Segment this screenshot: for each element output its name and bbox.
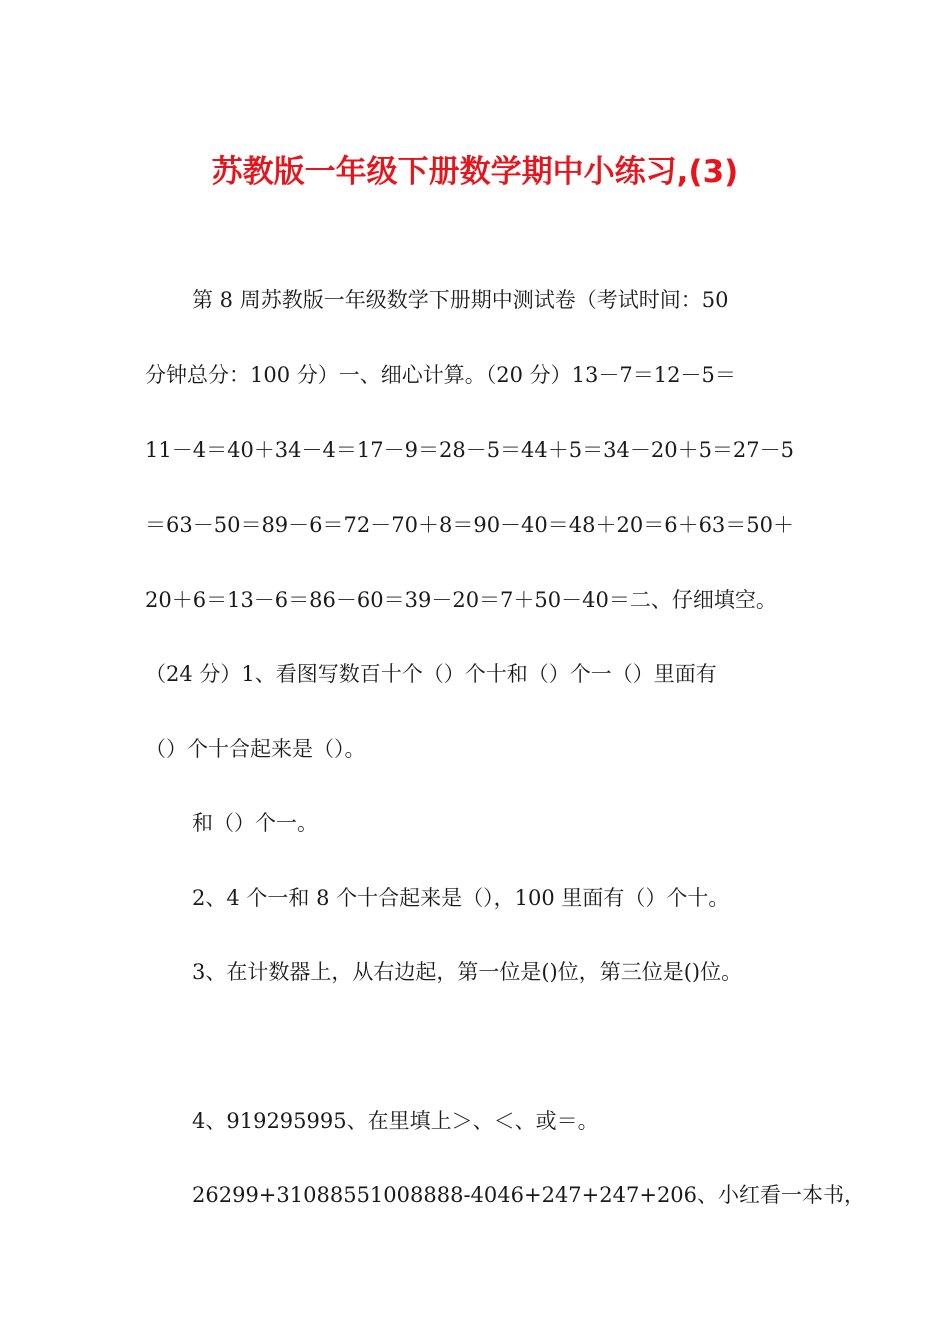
paragraph-line: 第 8 周苏教版一年级数学下册期中测试卷（考试时间：50 (192, 288, 729, 312)
paragraph-line: 3、在计数器上，从右边起，第一位是()位，第三位是()位。 (192, 960, 743, 984)
document-title: 苏教版一年级下册数学期中小练习,(3) (211, 154, 739, 190)
paragraph-line: 20＋6＝13－6＝86－60＝39－20＝7＋50－40＝二、仔细填空。 (145, 588, 777, 612)
paragraph-line: 4、919295995、在里填上＞、＜、或＝。 (192, 1109, 599, 1133)
paragraph-line: ＝63－50＝89－6＝72－70＋8＝90－40＝48＋20＝6＋63＝50＋ (145, 513, 795, 537)
paragraph-line: 11－4＝40＋34－4＝17－9＝28－5＝44＋5＝34－20＋5＝27－5 (145, 438, 795, 462)
paragraph-line: （24 分）1、看图写数百十个（）个十和（）个一（）里面有 (145, 662, 717, 686)
paragraph-line: 分钟总分：100 分）一、细心计算。（20 分）13－7＝12－5＝ (145, 363, 736, 387)
paragraph-line: 2、4 个一和 8 个十合起来是（），100 里面有（）个十。 (192, 886, 730, 910)
paragraph-line: （）个十合起来是（）。 (145, 737, 366, 761)
paragraph-line: 26299+31088551008888-4046+247+247+206、小红看一本书， (192, 1183, 866, 1207)
paragraph-line: 和（）个一。 (192, 811, 318, 835)
